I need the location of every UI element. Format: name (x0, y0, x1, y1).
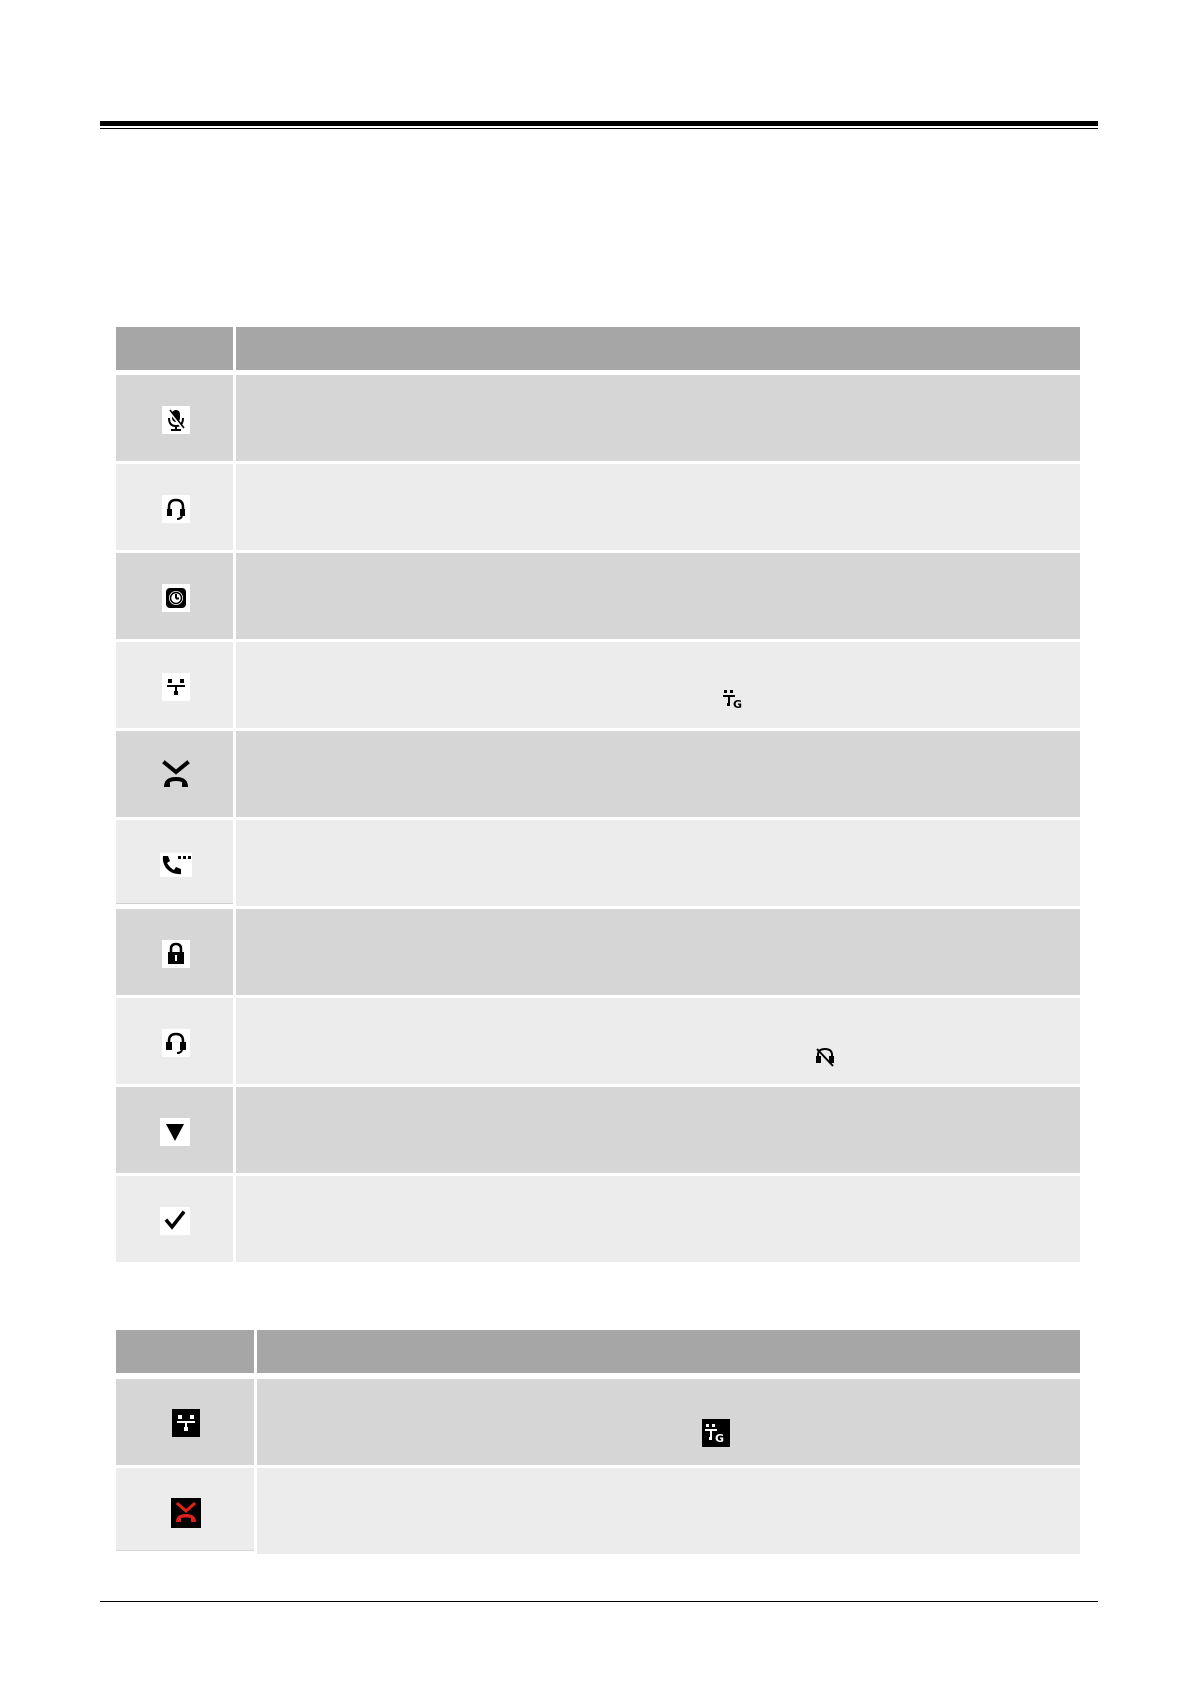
table-row (116, 464, 1080, 550)
network-1g-icon (722, 687, 746, 711)
footer-rule (100, 1601, 1098, 1602)
network-1g-icon (702, 1419, 730, 1447)
headset-icon (162, 495, 190, 523)
description-cell (236, 464, 1080, 550)
description-cell (236, 998, 1080, 1084)
description-cell (236, 553, 1080, 639)
table-row (116, 553, 1080, 639)
down-arrow-icon (160, 1118, 190, 1146)
svg-text:G: G (715, 1432, 725, 1445)
table-row (116, 375, 1080, 461)
icon-cell (116, 1379, 254, 1465)
header-cell-description (236, 327, 1080, 370)
icon-cell (116, 1468, 254, 1551)
microphone-muted-icon (162, 406, 190, 434)
table-row (116, 1379, 1080, 1465)
description-cell (236, 375, 1080, 461)
icon-cell (116, 553, 233, 639)
icon-cell (116, 731, 233, 817)
description-cell (257, 1379, 1080, 1465)
description-cell (236, 731, 1080, 817)
hang-up-icon (160, 759, 192, 791)
checkmark-icon (160, 1207, 190, 1235)
icon-cell (116, 1176, 233, 1262)
hang-up-icon (171, 1498, 201, 1528)
description-cell (236, 642, 1080, 728)
description-cell (236, 909, 1080, 995)
lock-icon (162, 940, 190, 968)
icon-cell (116, 464, 233, 550)
header-rule-thin (100, 128, 1098, 129)
table-header (116, 1330, 1080, 1373)
icon-cell (116, 820, 233, 904)
header-cell-icon (116, 327, 233, 370)
network-icon (162, 673, 190, 701)
header-rule-thick (100, 121, 1098, 126)
headset-active-icon (162, 1029, 190, 1057)
description-cell (236, 1176, 1080, 1262)
table-row (116, 1176, 1080, 1262)
description-cell (257, 1468, 1080, 1554)
header-cell-description (257, 1330, 1080, 1373)
table-row (116, 909, 1080, 995)
table-row (116, 998, 1080, 1084)
table-header (116, 327, 1080, 370)
table-row (116, 731, 1080, 817)
table-row (116, 820, 1080, 906)
icon-cell (116, 1087, 233, 1173)
header-cell-icon (116, 1330, 254, 1373)
clock-icon (162, 584, 190, 612)
table-row (116, 1087, 1080, 1173)
icon-cell (116, 998, 233, 1084)
icon-cell (116, 642, 233, 728)
icon-cell (116, 375, 233, 461)
table-row (116, 1468, 1080, 1554)
call-waiting-icon (160, 853, 192, 877)
description-cell (236, 1087, 1080, 1173)
headset-muted-icon (814, 1046, 836, 1068)
svg-text:G: G (733, 698, 743, 711)
icon-cell (116, 909, 233, 995)
network-icon (172, 1409, 200, 1437)
table-row (116, 642, 1080, 728)
description-cell (236, 820, 1080, 906)
